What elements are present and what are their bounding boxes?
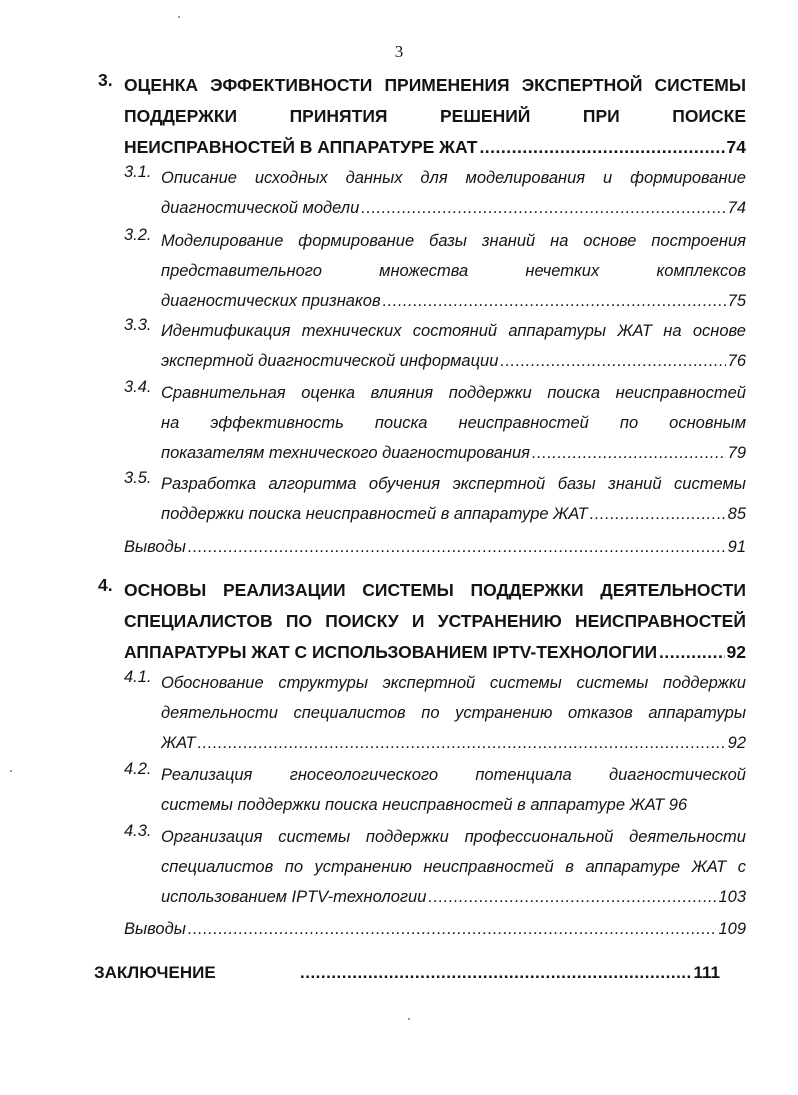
section-title-line	[161, 378, 746, 408]
scan-speck	[408, 1018, 410, 1020]
chapter-title-text: НЕИСПРАВНОСТЕЙ В АППАРАТУРЕ ЖАТ	[124, 137, 478, 157]
chapter-title-line	[124, 606, 746, 637]
section-title-last-line	[161, 346, 746, 376]
page-ref: 92	[726, 642, 746, 662]
word: отказов	[567, 704, 633, 722]
page-ref: 109	[718, 920, 746, 938]
word: множества	[379, 262, 469, 280]
word: ПРИМЕНЕНИЯ	[384, 75, 510, 95]
leader-dots	[590, 499, 726, 529]
section-title-text: системы поддержки поиска неисправностей в аппаратуре ЖАТ 96	[161, 796, 688, 814]
chapter-number: 4.	[98, 575, 113, 595]
word: И	[411, 611, 425, 631]
word: РЕШЕНИЙ	[439, 106, 531, 126]
leader-dots	[500, 346, 725, 376]
word: деятельности	[161, 704, 278, 722]
chapter-title-line	[124, 101, 746, 132]
word: по	[284, 858, 303, 876]
word: и	[603, 169, 613, 187]
word: экспертной	[452, 475, 546, 493]
conclusions-label: Выводы	[124, 538, 186, 556]
leader-dots	[659, 637, 725, 668]
word: оценка	[301, 384, 356, 402]
section-number: 3.1.	[124, 163, 152, 181]
word: Сравнительная	[161, 384, 286, 402]
scan-speck	[178, 16, 180, 18]
page-ref: 76	[727, 352, 746, 370]
word: гносеологического	[289, 766, 439, 784]
word: состояний	[412, 322, 498, 340]
word: ЖАТ	[691, 858, 727, 876]
section-number: 3.3.	[124, 316, 152, 334]
section-title-text: диагностической модели	[161, 199, 360, 217]
section-title-last-line	[161, 728, 746, 758]
word: ПОДДЕРЖКИ	[124, 106, 238, 126]
word: исходных	[254, 169, 328, 187]
word: на	[161, 414, 180, 432]
word: ПО	[285, 611, 313, 631]
word: Описание	[161, 169, 237, 187]
word: основе	[692, 322, 746, 340]
page-ref: 91	[727, 538, 746, 556]
word: аппаратуре	[585, 858, 681, 876]
word: моделирования	[465, 169, 586, 187]
section-title-text: показателям технического диагностирования	[161, 444, 530, 462]
section-title-line	[161, 852, 746, 882]
word: ОСНОВЫ	[124, 580, 207, 600]
word: формирование	[630, 169, 746, 187]
chapter-title-line	[124, 575, 746, 606]
word: Моделирование	[161, 232, 284, 250]
page-ref: 79	[727, 444, 746, 462]
word: СИСТЕМЫ	[362, 580, 454, 600]
leader-dots	[361, 193, 725, 223]
section-title-line	[161, 822, 746, 852]
word: комплексов	[656, 262, 746, 280]
section-title-line	[161, 760, 746, 790]
word: знаний	[608, 475, 662, 493]
word: обучения	[368, 475, 441, 493]
word: ПОИСКУ	[325, 611, 399, 631]
scan-speck	[10, 770, 12, 772]
section-title-line	[161, 163, 746, 193]
toc-chapter-4	[98, 575, 746, 668]
word: неисправностей	[458, 414, 589, 432]
word: ЖАТ	[617, 322, 652, 340]
toc-conclusions-3	[124, 532, 746, 562]
section-number: 3.2.	[124, 226, 152, 244]
word: структуры	[278, 674, 368, 692]
word: РЕАЛИЗАЦИИ	[222, 580, 346, 600]
word: экспертной	[382, 674, 476, 692]
word: на	[663, 322, 682, 340]
word: системы	[489, 674, 562, 692]
word: устранению	[314, 858, 412, 876]
word: ПОДДЕРЖКИ	[470, 580, 584, 600]
chapter-number: 3.	[98, 70, 113, 90]
leader-dots	[479, 132, 724, 163]
section-title-last-line	[161, 499, 746, 529]
leader-dots	[188, 914, 717, 944]
word: ОЦЕНКА	[124, 75, 199, 95]
word: в	[565, 858, 574, 876]
section-number: 4.1.	[124, 668, 152, 686]
toc-section-3-1	[124, 163, 746, 223]
word: ЭКСПЕРТНОЙ	[521, 75, 643, 95]
word: ПРИ	[582, 106, 620, 126]
toc-section-4-2	[124, 760, 746, 820]
word: аппаратуры	[648, 704, 746, 722]
section-title-text: поддержки поиска неисправностей в аппаратуре ЖАТ	[161, 505, 588, 523]
page-ref: 103	[718, 888, 746, 906]
word: по	[421, 704, 440, 722]
word: основным	[669, 414, 746, 432]
section-title-text: использованием IPTV-технологии	[161, 888, 427, 906]
word: поиска	[547, 384, 600, 402]
word: устранению	[455, 704, 553, 722]
chapter-title-last-line	[124, 637, 746, 668]
chapter-title-text: АППАРАТУРЫ ЖАТ С ИСПОЛЬЗОВАНИЕМ IPTV-ТЕХНОЛОГИИ	[124, 642, 658, 662]
word: ПРИНЯТИЯ	[289, 106, 388, 126]
word: профессиональной	[464, 828, 614, 846]
conclusions-label: Выводы	[124, 920, 186, 938]
page-ref: 85	[727, 505, 746, 523]
word: поддержки	[448, 384, 532, 402]
page-ref: 74	[727, 199, 746, 217]
leader-dots	[532, 438, 726, 468]
word: Идентификация	[161, 322, 291, 340]
toc-conclusion	[94, 958, 720, 988]
word: диагностической	[609, 766, 746, 784]
word: системы	[576, 674, 649, 692]
word: влияния	[370, 384, 434, 402]
toc-section-4-1	[124, 668, 746, 758]
word: представительного	[161, 262, 322, 280]
toc-chapter-3	[98, 70, 746, 163]
word: поддержки	[663, 674, 746, 692]
word: Организация	[161, 828, 263, 846]
page-ref: 75	[727, 292, 746, 310]
word: по	[619, 414, 639, 432]
word: специалистов	[161, 858, 274, 876]
word: специалистов	[293, 704, 406, 722]
section-title-last-line	[161, 882, 746, 912]
word: Обоснование	[161, 674, 264, 692]
word: формирование	[298, 232, 415, 250]
page-ref: 111	[693, 963, 720, 982]
word: СИСТЕМЫ	[654, 75, 746, 95]
leader-dots	[198, 728, 726, 758]
section-title-line	[161, 408, 746, 438]
section-number: 3.5.	[124, 469, 152, 487]
word: НЕИСПРАВНОСТЕЙ	[575, 611, 746, 631]
page-ref: 92	[727, 734, 746, 752]
leader-dots	[300, 958, 692, 988]
word: построения	[651, 232, 746, 250]
word: неисправностей	[423, 858, 554, 876]
section-title-last-line	[161, 193, 746, 223]
word: неисправностей	[615, 384, 746, 402]
leader-dots	[428, 882, 716, 912]
word: на	[550, 232, 569, 250]
leader-dots	[188, 532, 726, 562]
page-ref: 74	[726, 137, 746, 157]
section-title-line	[161, 698, 746, 728]
word: ЭФФЕКТИВНОСТИ	[210, 75, 373, 95]
word: с	[737, 858, 746, 876]
word: основе	[583, 232, 637, 250]
word: системы	[674, 475, 746, 493]
section-title-text: ЖАТ	[161, 734, 196, 752]
chapter-title-line	[124, 70, 746, 101]
toc-section-3-2	[124, 226, 746, 316]
word: Разработка	[161, 475, 257, 493]
section-title-last-line	[161, 438, 746, 468]
toc-section-3-5	[124, 469, 746, 529]
chapter-title-last-line	[124, 132, 746, 163]
section-title-line	[161, 469, 746, 499]
section-title-text: диагностических признаков	[161, 292, 381, 310]
page-number: 3	[394, 42, 404, 61]
section-title-line	[161, 226, 746, 256]
word: технических	[301, 322, 402, 340]
section-title-line	[161, 256, 746, 286]
conclusion-label: ЗАКЛЮЧЕНИЕ	[94, 963, 216, 982]
word: нечетких	[525, 262, 600, 280]
word: системы	[278, 828, 351, 846]
section-number: 4.3.	[124, 822, 152, 840]
section-title-last-line	[161, 790, 746, 820]
word: потенциала	[475, 766, 572, 784]
word: эффективность	[210, 414, 344, 432]
word: данных	[345, 169, 403, 187]
section-title-text: экспертной диагностической информации	[161, 352, 499, 370]
leader-dots	[383, 286, 726, 316]
section-title-last-line	[161, 286, 746, 316]
word: УСТРАНЕНИЮ	[437, 611, 562, 631]
section-number: 4.2.	[124, 760, 152, 778]
word: СПЕЦИАЛИСТОВ	[124, 611, 273, 631]
word: деятельности	[629, 828, 746, 846]
toc-conclusions-4	[124, 914, 746, 944]
section-title-line	[161, 668, 746, 698]
section-title-line	[161, 316, 746, 346]
word: алгоритма	[268, 475, 357, 493]
toc-section-3-4	[124, 378, 746, 468]
section-number: 3.4.	[124, 378, 152, 396]
toc-section-3-3	[124, 316, 746, 376]
word: базы	[429, 232, 467, 250]
word: для	[420, 169, 448, 187]
word: аппаратуры	[508, 322, 607, 340]
word: Реализация	[161, 766, 253, 784]
word: базы	[557, 475, 596, 493]
toc-section-4-3	[124, 822, 746, 912]
word: ПОИСКЕ	[672, 106, 746, 126]
word: ДЕЯТЕЛЬНОСТИ	[600, 580, 746, 600]
word: поддержки	[365, 828, 449, 846]
word: поиска	[374, 414, 428, 432]
word: знаний	[481, 232, 536, 250]
